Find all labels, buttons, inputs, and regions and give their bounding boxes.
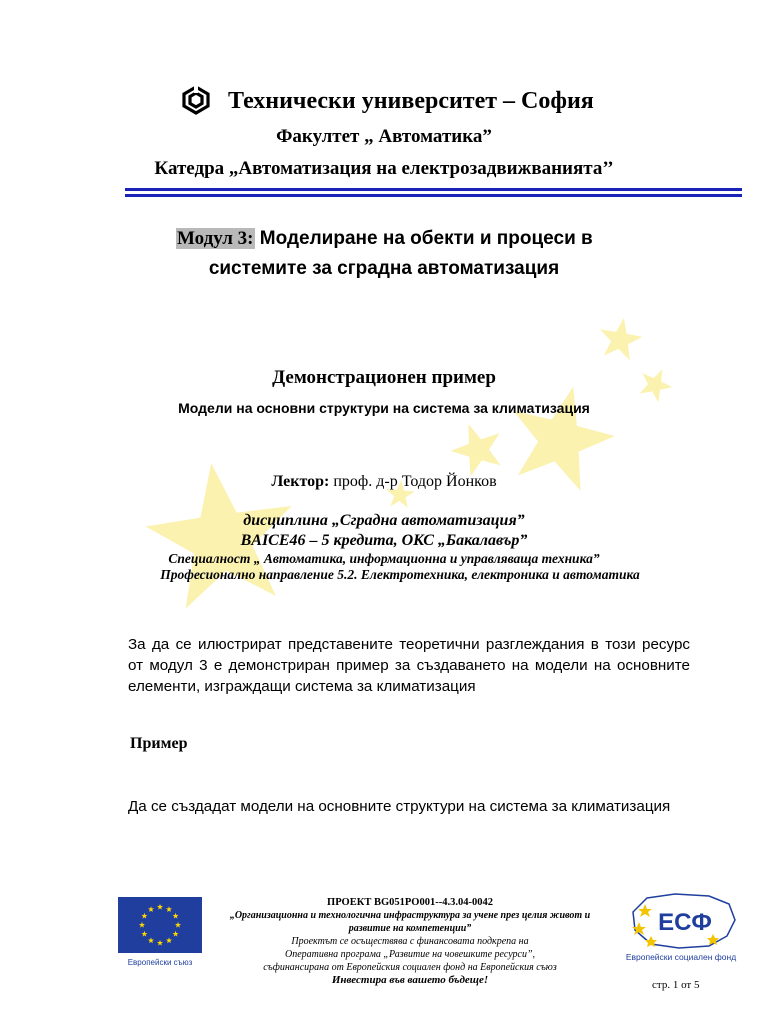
slogan: Инвестира във вашето бъдеще! xyxy=(331,974,489,986)
funding-line-1: Проектът се осъществява с финансовата подкрепа на xyxy=(291,936,529,947)
demo-title: Демонстрационен пример xyxy=(272,367,496,388)
esf-logo-icon xyxy=(617,890,742,952)
background-stars-icon xyxy=(0,300,768,640)
lector-label: Лектор: xyxy=(271,473,330,490)
discipline-code: BAICE46 – 5 кредита, ОКС „Бакалавър” xyxy=(240,532,528,549)
faculty-name: Факултет „ Автоматика” xyxy=(276,126,492,147)
intro-paragraph: За да се илюстрират представените теоретични разглеждания в този ресурс от модул 3 е демонстриран пример за създаването на модели на основните елементи, изграждащи система за климатизация xyxy=(128,636,690,695)
example-heading: Пример xyxy=(130,735,188,752)
esf-label: Европейски социален фонд xyxy=(625,952,737,962)
discipline-name: дисциплина „Сградна автоматизация” xyxy=(243,512,525,529)
module-title-part1: Моделиране на обекти и процеси в xyxy=(254,228,593,249)
funding-line-2: Оперативна програма „Развитие на човешките ресурси”, xyxy=(284,949,536,960)
page-number: стр. 1 от 5 xyxy=(652,979,700,991)
module-title xyxy=(176,228,656,250)
example-paragraph: Да се създадат модели на основните структури на система за климатизация xyxy=(128,798,671,815)
project-code: ПРОЕКТ BG051PO001--4.3.04-0042 xyxy=(327,897,493,908)
lector-name: проф. д-р Тодор Йонков xyxy=(329,473,497,490)
professional-field: Професионално направление 5.2. Електротехника, електроника и автоматика xyxy=(160,567,640,582)
specialty: Специалност „ Автоматика, информационна и управляваща техника” xyxy=(168,551,600,566)
header-divider-bottom xyxy=(125,194,742,197)
header-divider-top xyxy=(125,188,742,191)
project-info xyxy=(210,896,610,987)
module-title-part2: системите за сградна автоматизация xyxy=(208,258,560,279)
funding-line-3: съфинансирана от Европейския социален фонд на Европейския съюз xyxy=(263,962,557,973)
project-name: „Организационна и технологична инфраструктура за учене през целия живот и развитие на компетенции” xyxy=(229,910,591,934)
eu-flag-icon xyxy=(118,897,202,953)
eu-label: Европейски съюз xyxy=(127,958,193,967)
lector-line xyxy=(0,473,768,491)
esf-logo-text: ЕСФ xyxy=(658,909,712,936)
university-name: Технически университет – София xyxy=(228,88,594,114)
department-name: Катедра „Автоматизация на електрозадвижванията’’ xyxy=(154,158,614,179)
demo-subtitle: Модели на основни структури на система за климатизация xyxy=(178,400,590,416)
university-logo-icon xyxy=(180,84,212,116)
module-label: Модул 3: xyxy=(177,228,254,249)
